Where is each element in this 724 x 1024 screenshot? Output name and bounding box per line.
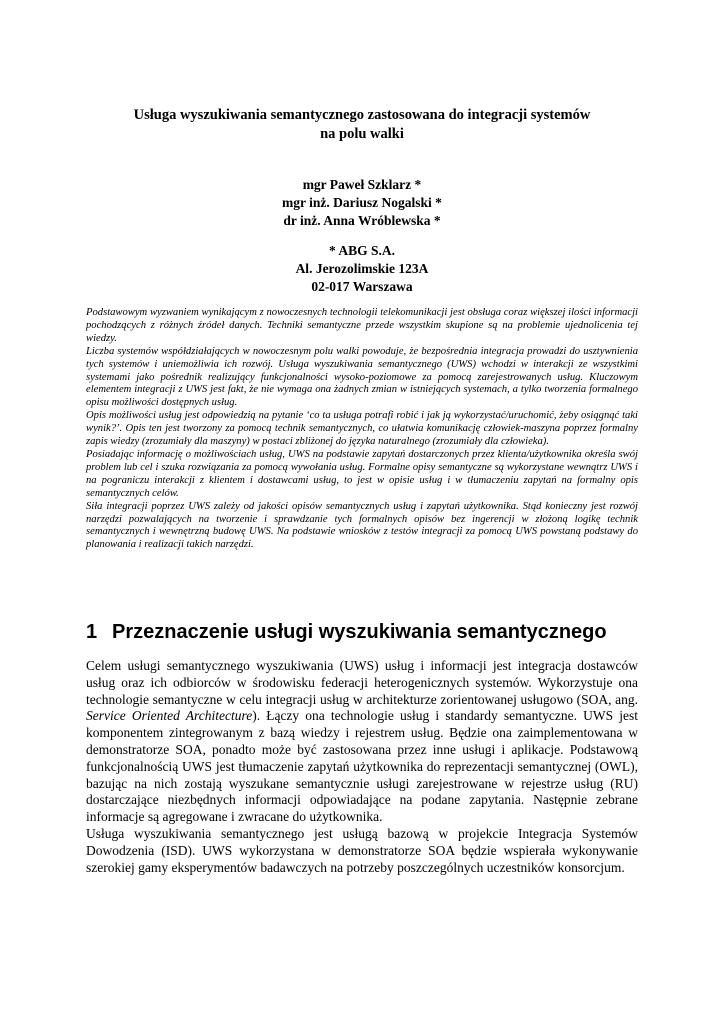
body-italic-term: Service Oriented Architecture xyxy=(86,708,253,724)
abstract-paragraph: Podstawowym wyzwaniem wynikającym z nowoczesnych technologii telekomunikacji jest obsługa coraz większej ilości informacji pochodzących z różnych źródeł danych. Techniki semantyczne przede wszystkim skupione są na problemie ujednolicenia tej wiedzy. xyxy=(86,307,638,344)
section-title: Przeznaczenie usługi wyszukiwania semantycznego xyxy=(112,621,607,643)
author-3: dr inż. Anna Wróblewska * xyxy=(283,213,441,228)
section-heading xyxy=(86,620,646,644)
author-list xyxy=(86,176,638,230)
body-text: ). Łączy ona technologie usług i standardy semantyczne. UWS jest komponentem zintegrowanym z bazą wiedzy i rejestrem usług. Będzie ona zaimplementowana w demonstratorze SOA, ponadto może być zastosowana przez inne usługi i aplikacje. Podstawową funkcjonalnością UWS jest tłumaczenie zapytań użytkownika do reprezentacji semantycznej (OWL), bazując na nich zostają wyszukane semantycznie usługi zarejestrowane w rejestrze usług (RU) dostarczające niezbędnych informacji odpowiadające na podane zapytania. Następnie zebrane informacje są agregowane i zwracane do użytkownika. xyxy=(86,708,638,825)
abstract-paragraph: Posiadając informację o możliwościach usług, UWS na podstawie zapytań dostarczonych przez klienta/użytkownika określa swój problem lub cel i szuka rozwiązania za pomocą wywołania usług. Formalne opisy semantyczne są wykorzystane wewnątrz UWS i na pograniczu interakcji z klientem i dostawcami usług, to jest w opisie usług i w tłumaczeniu zapytań na formalny opis semantycznych celów. xyxy=(86,448,638,499)
abstract-paragraph: Opis możliwości usług jest odpowiedzią na pytanie ‘co ta usługa potrafi robić i jak ją wykorzystać/uruchomić, żeby osiągnąć taki wynik?’. Opis ten jest tworzony za pomocą technik semantycznych, co ułatwia komunikację człowiek-maszyna poprzez formalny zapis wiedzy (zrozumiały dla maszyny) w postaci zbliżonej do języka naturalnego (zrozumiały dla człowieka). xyxy=(86,410,638,448)
body-paragraph-2: Usługa wyszukiwania semantycznego jest usługą bazową w projekcie Integracja Systemów Dowodzenia (ISD). UWS wykorzystana w demonstratorze SOA będzie wspierała wykonywanie szerokiej gamy eksperymentów badawczych na potrzeby poszczególnych uczestników konsorcjum. xyxy=(86,825,638,875)
abstract xyxy=(86,307,638,552)
abstract-paragraph: Liczba systemów współdziałających w nowoczesnym polu walki powoduje, że bezpośrednia integracja prowadzi do usztywnienia tych systemów i uniemożliwia ich rozwój. Usługa wyszukiwania semantycznego (UWS) wchodzi w interakcji ze wszystkimi systemami jako pośrednik realizujący funkcjonalności wysoko-poziomowe za pomocą zarejestrowanych usług. Kluczowym elementem integracji z UWS jest fakt, że nie wymaga ona żadnych zmian w istniejących systemach, a tylko tworzenia formalnego opisu możliwości dostępnych usług. xyxy=(86,345,638,409)
body-text: Celem usługi semantycznego wyszukiwania (UWS) usług i informacji jest integracja dostawców usług oraz ich odbiorców w środowisku federacji heterogenicznych systemów. Wykorzystuje ona technologie semantyczne w celu integracji usług w architekturze zorientowanej usługowo (SOA, ang. xyxy=(86,658,638,707)
author-2: mgr inż. Dariusz Nogalski * xyxy=(282,195,442,210)
paper-title xyxy=(86,106,638,144)
author-1: mgr Paweł Szklarz * xyxy=(302,177,422,192)
affiliation-city: 02-017 Warszawa xyxy=(311,279,413,294)
section-number: 1 xyxy=(86,621,98,643)
affiliation-street: Al. Jerozolimskie 123A xyxy=(295,261,429,276)
section-body xyxy=(86,658,638,876)
affiliation-company: * ABG S.A. xyxy=(328,243,396,258)
title-line-2: na polu walki xyxy=(320,126,404,142)
abstract-paragraph: Siła integracji poprzez UWS zależy od jakości opisów semantycznych usług i zapytań użytkownika. Stąd konieczny jest rozwój narzędzi pozwalających na tworzenie i sprawdzanie tych formalnych opisów bez ingerencji w złożoną logikę technik semantycznych i wewnętrzną budowę UWS. Na podstawie wniosków z testów integracji za pomocą UWS powstaną podstawy do planowania i realizacji takich narzędzi. xyxy=(86,500,638,551)
title-line-1: Usługa wyszukiwania semantycznego zastosowana do integracji systemów xyxy=(133,107,591,123)
affiliation xyxy=(86,242,638,296)
body-paragraph-1 xyxy=(86,658,638,826)
